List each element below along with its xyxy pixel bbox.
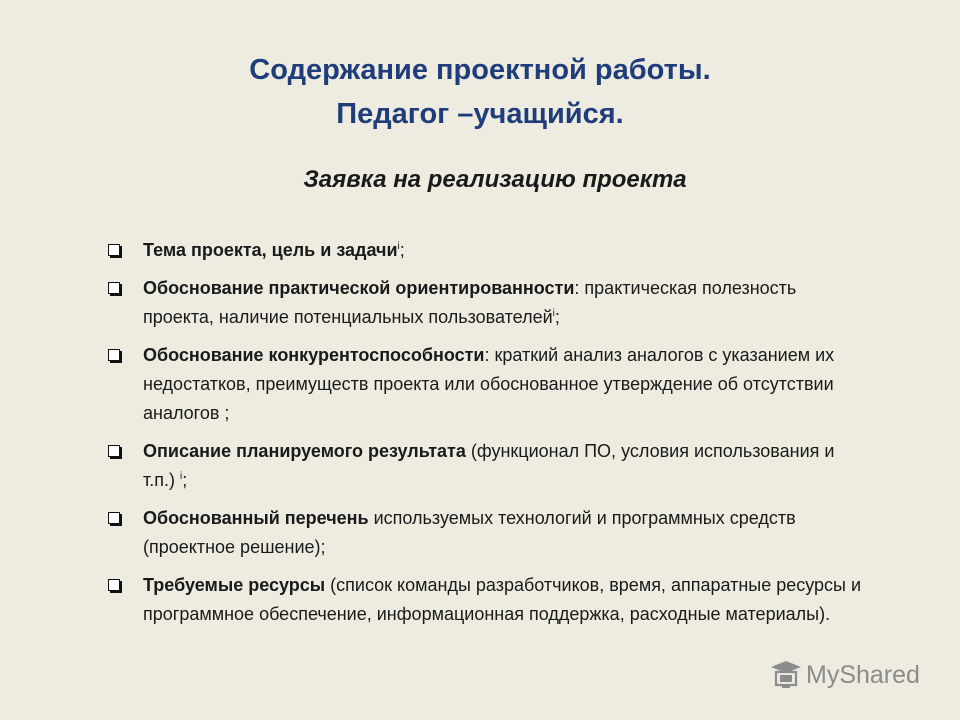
title-line-2: Педагог –учащийся. — [336, 98, 624, 130]
item-text: используемых технологий и программных средств (проектное решение); — [143, 508, 796, 557]
checkbox-bullet-icon — [108, 579, 120, 591]
list-item — [104, 341, 864, 428]
item-heading: Тема проекта, цель и задачи — [143, 240, 398, 260]
item-text: ; — [399, 240, 405, 260]
item-text: : краткий анализ аналогов с указанием их недостатков, преимуществ проекта или обоснованное утверждение об отсутствии аналогов ; — [143, 345, 835, 423]
myshared-logo — [770, 658, 920, 692]
list-item — [104, 504, 864, 562]
item-text-end: ; — [182, 470, 188, 490]
watermark-text: MyShared — [806, 660, 920, 689]
list-item — [104, 437, 864, 495]
checkbox-bullet-icon — [108, 349, 120, 361]
item-heading: Обоснованный перечень — [143, 508, 369, 528]
footnote-mark: i — [180, 471, 183, 482]
item-text: (список команды разработчиков, время, аппаратные ресурсы и программное обеспечение, информационная поддержка, расходные материалы). — [143, 575, 862, 624]
requirements-list — [104, 236, 864, 638]
footnote-mark: i — [552, 308, 555, 319]
footnote-mark: i — [397, 241, 400, 252]
title-line-1: Содержание проектной работы. — [249, 54, 711, 86]
item-heading: Обоснование конкурентоспособности — [143, 345, 485, 365]
checkbox-bullet-icon — [108, 244, 120, 256]
item-text: (функционал ПО, условия использования и т.п.) — [143, 441, 835, 490]
checkbox-bullet-icon — [108, 282, 120, 294]
list-item — [104, 236, 864, 265]
checkbox-bullet-icon — [108, 445, 120, 457]
item-heading: Описание планируемого результата — [143, 441, 466, 461]
item-heading: Требуемые ресурсы — [143, 575, 326, 595]
mortarboard-screen-icon — [770, 660, 802, 690]
item-heading: Обоснование практической ориентированности — [143, 278, 575, 298]
list-item — [104, 571, 864, 629]
item-text-end: ; — [554, 307, 560, 327]
slide-subtitle: Заявка на реализацию проекта — [303, 166, 687, 193]
list-item — [104, 274, 864, 332]
checkbox-bullet-icon — [108, 512, 120, 524]
item-text: : практическая полезность проекта, наличие потенциальных пользователей — [143, 278, 797, 327]
slide-title — [0, 48, 960, 136]
